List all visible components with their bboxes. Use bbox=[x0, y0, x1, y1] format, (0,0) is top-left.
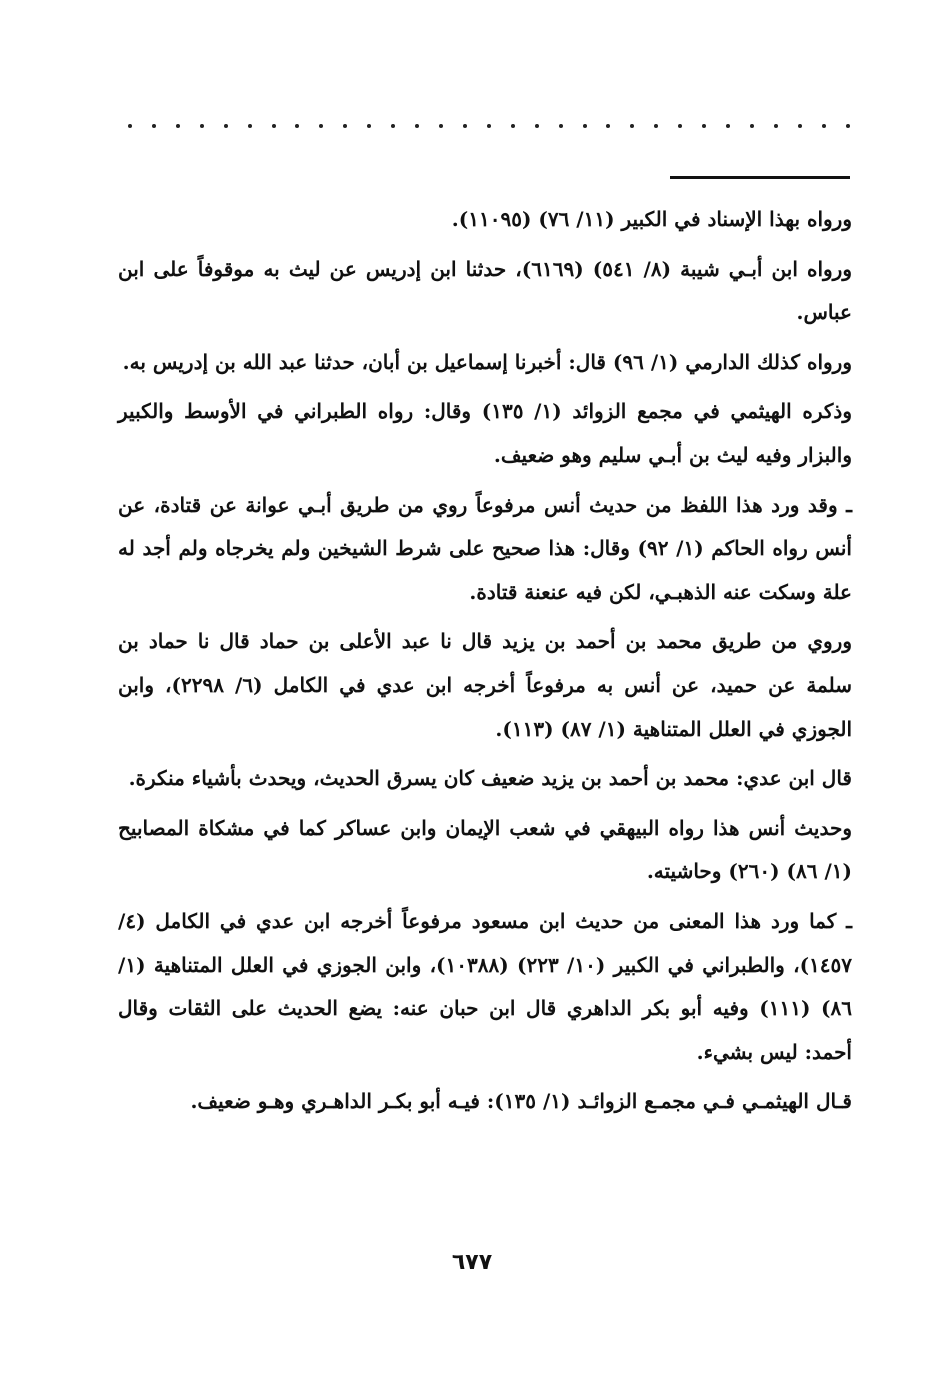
separator-dot bbox=[798, 124, 802, 128]
separator-dot bbox=[439, 124, 443, 128]
separator-dot bbox=[678, 124, 682, 128]
paragraph: ـ وقد ورد هذا اللفظ من حديث أنس مرفوعاً روي من طريق أبـي عوانة عن قتادة، عن أنس رواه الحاكم (١/ ٩٢) وقال: هذا صحيح على شرط الشيخين ولم يخرجاه ولم أجد له علة وسكت عنه الذهبـي، لكن فيه عنعنة قتادة. bbox=[118, 492, 852, 604]
separator-dot bbox=[726, 124, 730, 128]
separator-dot bbox=[128, 124, 132, 128]
separator-dot bbox=[152, 124, 156, 128]
paragraph: قـال الهيثمـي فـي مجمـع الزوائـد (١/ ١٣٥): فيـه أبو بكـر الداهـري وهـو ضعيف. bbox=[190, 1089, 852, 1114]
separator-dot bbox=[606, 124, 610, 128]
separator-dot bbox=[654, 124, 658, 128]
separator-dot bbox=[846, 124, 850, 128]
paragraph: قال ابن عدي: محمد بن أحمد بن يزيد ضعيف كان يسرق الحديث، ويحدث بأشياء منكرة. bbox=[128, 766, 852, 791]
paragraph: وروي من طريق محمد بن أحمد بن يزيد قال نا عبد الأعلى بن حماد قال نا حماد بن سلمة عن حميد، عن أنس به مرفوعاً أخرجه ابن عدي في الكامل (٦/ ٢٢٩٨)، وابن الجوزي في العلل المتناهية (١/ ٨٧) (١١٣). bbox=[118, 629, 852, 741]
dotted-separator bbox=[128, 116, 850, 136]
separator-dot bbox=[463, 124, 467, 128]
paragraph: وذكره الهيثمي في مجمع الزوائد (١/ ١٣٥) وقال: رواه الطبراني في الأوسط والكبير والبزار وفيه ليث بن أبـي سليم وهو ضعيف. bbox=[118, 399, 852, 467]
separator-dot bbox=[583, 124, 587, 128]
separator-dot bbox=[391, 124, 395, 128]
separator-dot bbox=[630, 124, 634, 128]
separator-dot bbox=[487, 124, 491, 128]
paragraph: ورواه كذلك الدارمي (١/ ٩٦) قال: أخبرنا إسماعيل بن أبان، حدثنا عبد الله بن إدريس به. bbox=[122, 349, 852, 374]
separator-dot bbox=[319, 124, 323, 128]
footnote-text bbox=[118, 198, 852, 1130]
separator-dot bbox=[200, 124, 204, 128]
paragraph: وحديث أنس هذا رواه البيهقي في شعب الإيمان وابن عساكر كما في مشكاة المصابيح (١/ ٨٦) (٢٦٠) وحاشيته. bbox=[118, 815, 852, 884]
separator-dot bbox=[295, 124, 299, 128]
separator-dot bbox=[774, 124, 778, 128]
separator-dot bbox=[272, 124, 276, 128]
separator-dot bbox=[367, 124, 371, 128]
separator-dot bbox=[535, 124, 539, 128]
separator-dot bbox=[750, 124, 754, 128]
paragraph: ورواه ابن أبـي شيبة (٨/ ٥٤١) (٦١٦٩)، حدثنا ابن إدريس عن ليث به موقوفاً على ابن عباس. bbox=[118, 256, 853, 325]
separator-dot bbox=[702, 124, 706, 128]
separator-dot bbox=[248, 124, 252, 128]
separator-dot bbox=[343, 124, 347, 128]
paragraph: ـ كما ورد هذا المعنى من حديث ابن مسعود مرفوعاً أخرجه ابن عدي في الكامل (٤/ ١٤٥٧)، والطبراني في الكبير (١٠/ ٢٢٣) (١٠٣٨٨)، وابن الجوزي في العلل المتناهية (١/ ٨٦) (١١١) وفيه أبو بكر الداهري قال ابن حبان عنه: يضع الحديث على الثقات وقال أحمد: ليس بشيء. bbox=[118, 908, 853, 1064]
separator-dot bbox=[511, 124, 515, 128]
separator-dot bbox=[176, 124, 180, 128]
separator-dot bbox=[822, 124, 826, 128]
separator-dot bbox=[224, 124, 228, 128]
separator-dot bbox=[415, 124, 419, 128]
paragraph: ورواه بهذا الإسناد في الكبير (١١/ ٧٦) (١١٠٩٥). bbox=[451, 207, 852, 231]
page-number: ٦٧٧ bbox=[451, 1250, 493, 1275]
separator-dot bbox=[559, 124, 563, 128]
footnote-rule bbox=[670, 176, 850, 179]
